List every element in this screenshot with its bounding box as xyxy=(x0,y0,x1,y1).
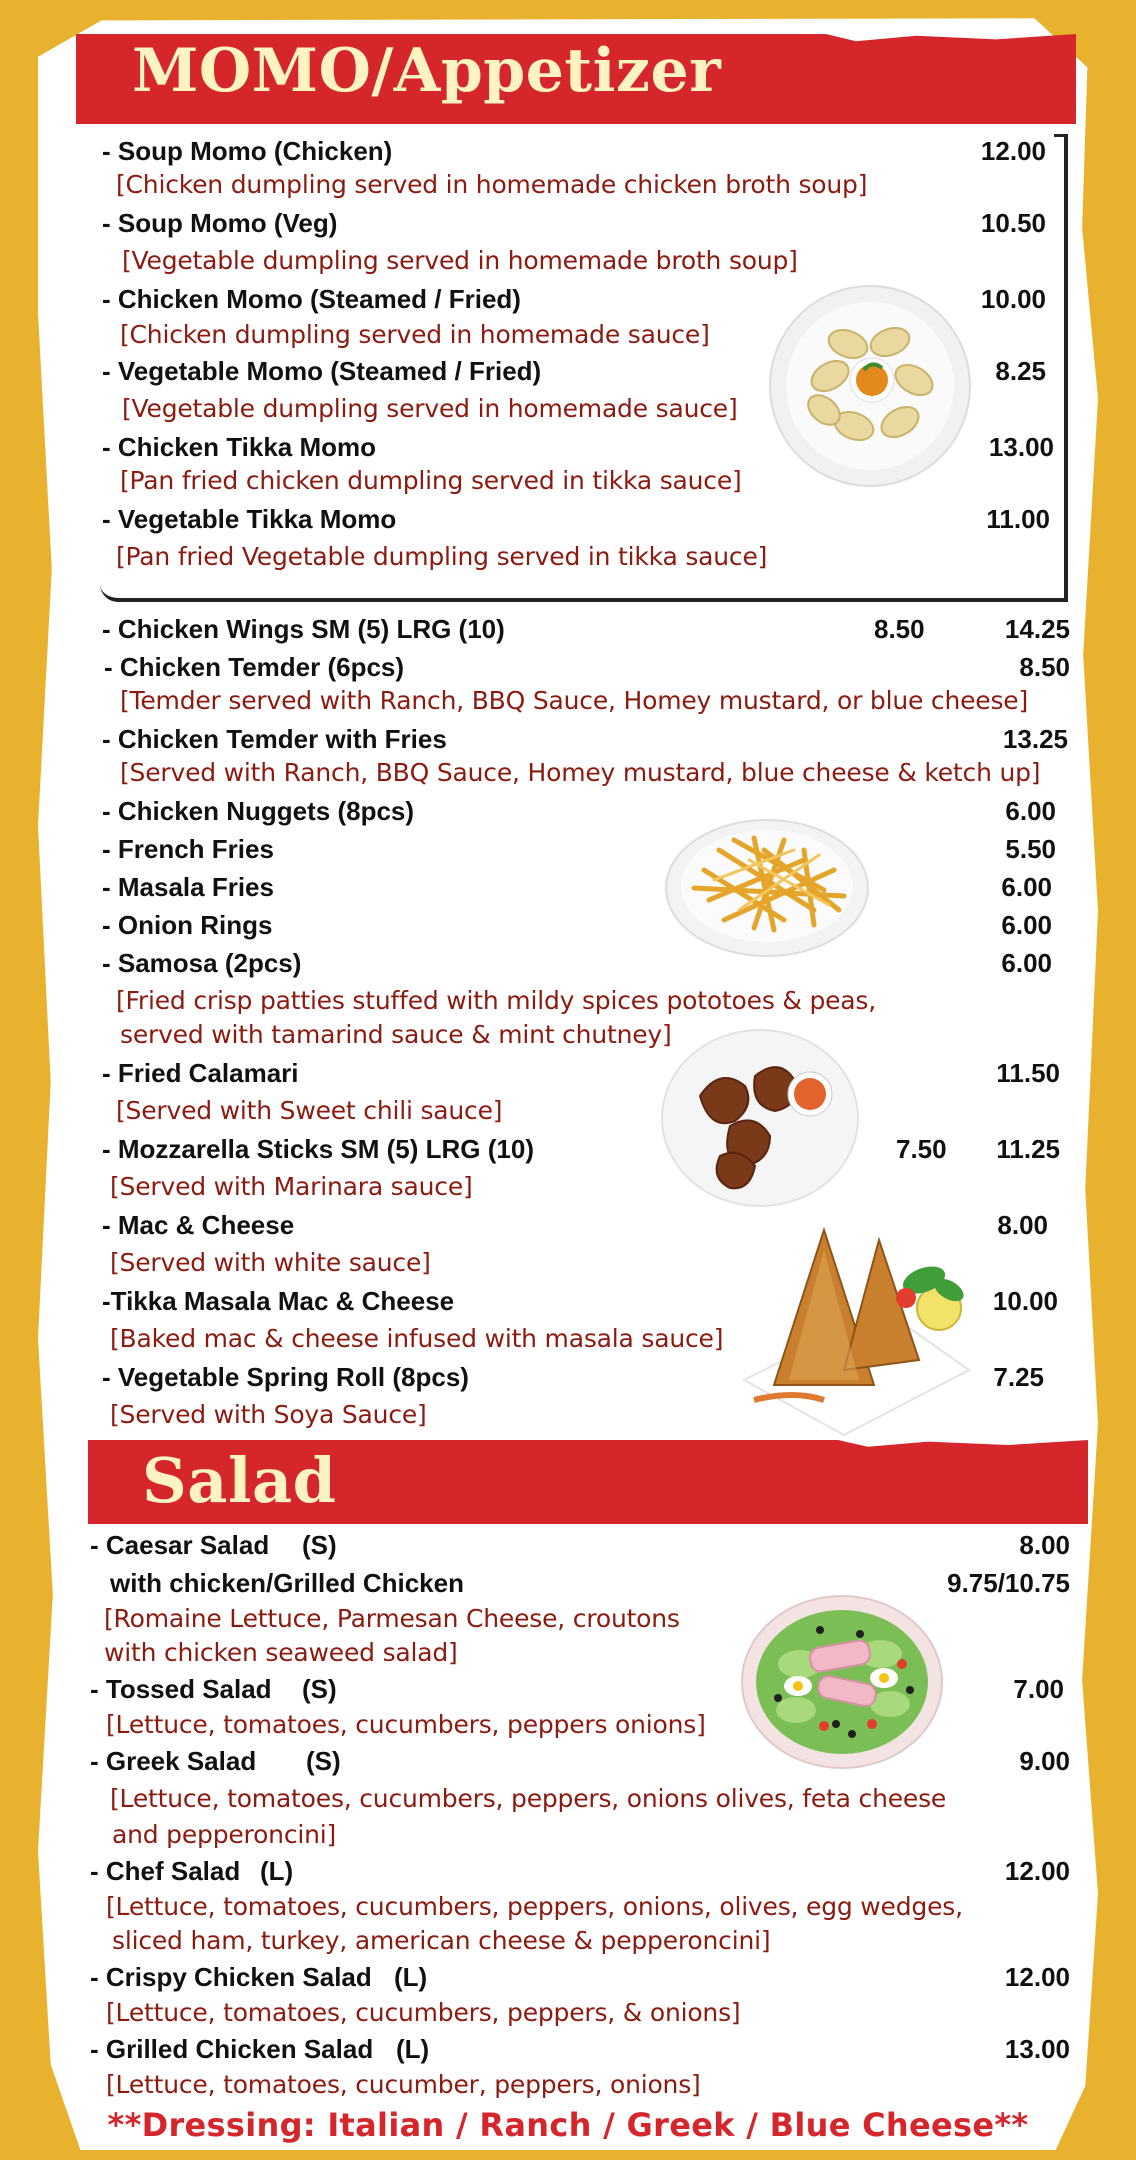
item-size: (S) xyxy=(306,1746,341,1776)
item-description: [Romaine Lettuce, Parmesan Cheese, croutons xyxy=(104,1604,680,1633)
item-price: 10.00 xyxy=(980,284,1046,314)
item-name: - Soup Momo (Veg) xyxy=(102,208,338,238)
item-price: 5.50 xyxy=(1005,834,1056,864)
item-size: (L) xyxy=(396,2034,430,2064)
item-price: 12.00 xyxy=(1004,1856,1070,1886)
item-name: - Chicken Temder (6pcs) xyxy=(104,652,405,682)
item-price: 10.50 xyxy=(980,208,1046,238)
french-fries-plate-image xyxy=(664,810,870,960)
dressing-note: **Dressing: Italian / Ranch / Greek / Blue Cheese** xyxy=(107,2106,1029,2144)
item-price: 7.25 xyxy=(993,1362,1044,1392)
item-description: [Served with Sweet chili sauce] xyxy=(116,1096,503,1125)
item-description: [Pan fried chicken dumpling served in tikka sauce] xyxy=(120,466,742,495)
item-size: (L) xyxy=(394,1962,428,1992)
item-name: - Soup Momo (Chicken) xyxy=(102,136,393,166)
item-description: [Vegetable dumpling served in homemade sauce] xyxy=(122,394,738,423)
item-description: with chicken seaweed salad] xyxy=(104,1638,458,1667)
item-price: 6.00 xyxy=(1001,910,1052,940)
item-size: (S) xyxy=(302,1530,337,1560)
item-description: [Pan fried Vegetable dumpling served in tikka sauce] xyxy=(116,542,768,571)
item-description: [Chicken dumpling served in homemade chicken broth soup] xyxy=(116,170,868,199)
item-description: [Lettuce, tomatoes, cucumber, peppers, onions] xyxy=(106,2070,701,2099)
item-name: - Chicken Momo (Steamed / Fried) xyxy=(102,284,521,314)
item-price: 8.00 xyxy=(997,1210,1048,1240)
item-name: - Mac & Cheese xyxy=(102,1210,295,1240)
item-description: [Lettuce, tomatoes, cucumbers, peppers onions] xyxy=(106,1710,706,1739)
item-name: - Crispy Chicken Salad xyxy=(90,1962,372,1992)
item-price: 13.25 xyxy=(1002,724,1068,754)
item-description: and pepperoncini] xyxy=(112,1820,337,1849)
item-price: 11.00 xyxy=(986,504,1050,534)
item-description: [Served with Soya Sauce] xyxy=(110,1400,427,1429)
item-description: [Served with Ranch, BBQ Sauce, Homey mustard, blue cheese & ketch up] xyxy=(120,758,1041,787)
item-price: 6.00 xyxy=(1001,872,1052,902)
item-name: - Onion Rings xyxy=(102,910,273,940)
item-name: - Chicken Wings SM (5) LRG (10) xyxy=(102,614,505,644)
item-name: with chicken/Grilled Chicken xyxy=(110,1568,464,1598)
item-size: (S) xyxy=(302,1674,337,1704)
item-description: [Lettuce, tomatoes, cucumbers, peppers, onions olives, feta cheese xyxy=(110,1784,947,1813)
item-description: [Vegetable dumpling served in homemade broth soup] xyxy=(122,246,798,275)
item-name: - French Fries xyxy=(102,834,274,864)
item-name: -Tikka Masala Mac & Cheese xyxy=(102,1286,455,1316)
item-description: [Temder served with Ranch, BBQ Sauce, Homey mustard, or blue cheese] xyxy=(120,686,1029,715)
item-name: - Masala Fries xyxy=(102,872,274,902)
item-name: - Vegetable Tikka Momo xyxy=(102,504,397,534)
item-name: - Vegetable Momo (Steamed / Fried) xyxy=(102,356,542,386)
momo-plate-image xyxy=(768,284,972,488)
item-name: - Grilled Chicken Salad xyxy=(90,2034,374,2064)
item-price: 12.00 xyxy=(980,136,1046,166)
item-name: - Vegetable Spring Roll (8pcs) xyxy=(102,1362,469,1392)
item-description: [Served with white sauce] xyxy=(110,1248,431,1277)
item-description: [Lettuce, tomatoes, cucumbers, peppers, onions, olives, egg wedges, xyxy=(106,1892,963,1921)
samosa-plate-image xyxy=(734,1220,974,1438)
item-price: 10.00 xyxy=(992,1286,1058,1316)
item-name: - Greek Salad xyxy=(90,1746,257,1776)
item-name: - Mozzarella Sticks SM (5) LRG (10) xyxy=(102,1134,534,1164)
momo-section-title: MOMO/Appetizer xyxy=(132,36,722,106)
item-price-small: 7.50 xyxy=(896,1134,947,1164)
item-price: 8.00 xyxy=(1019,1530,1070,1560)
item-description: [Served with Marinara sauce] xyxy=(110,1172,473,1201)
item-name: - Tossed Salad xyxy=(90,1674,272,1704)
item-price: 6.00 xyxy=(1001,948,1052,978)
item-price: 13.00 xyxy=(988,432,1054,462)
item-price: 12.00 xyxy=(1004,1962,1070,1992)
item-name: - Samosa (2pcs) xyxy=(102,948,302,978)
item-description: [Fried crisp patties stuffed with mildy spices pototoes & peas, xyxy=(116,986,876,1015)
item-price-small: 8.50 xyxy=(874,614,925,644)
item-price: 8.50 xyxy=(1019,652,1070,682)
item-description: served with tamarind sauce & mint chutney] xyxy=(120,1020,672,1049)
item-price: 11.50 xyxy=(996,1058,1060,1088)
item-price: 8.25 xyxy=(995,356,1046,386)
salad-plate-image xyxy=(740,1594,944,1770)
salad-section-title: Salad xyxy=(142,1444,337,1517)
item-name: - Chef Salad xyxy=(90,1856,241,1886)
item-description: [Chicken dumpling served in homemade sauce] xyxy=(120,320,710,349)
item-price: 6.00 xyxy=(1005,796,1056,826)
item-price: 9.00 xyxy=(1019,1746,1070,1776)
item-description: [Baked mac & cheese infused with masala sauce] xyxy=(110,1324,724,1353)
item-name: - Caesar Salad xyxy=(90,1530,270,1560)
item-price: 7.00 xyxy=(1013,1674,1064,1704)
item-price: 13.00 xyxy=(1004,2034,1070,2064)
item-price: 9.75/10.75 xyxy=(947,1568,1070,1598)
item-name: - Fried Calamari xyxy=(102,1058,299,1088)
item-name: - Chicken Tikka Momo xyxy=(102,432,377,462)
item-price-large: 11.25 xyxy=(996,1134,1060,1164)
chicken-wings-plate-image xyxy=(660,1026,860,1208)
item-name: - Chicken Temder with Fries xyxy=(102,724,447,754)
item-size: (L) xyxy=(260,1856,294,1886)
item-description: [Lettuce, tomatoes, cucumbers, peppers, & onions] xyxy=(106,1998,741,2027)
item-price-large: 14.25 xyxy=(1004,614,1070,644)
item-name: - Chicken Nuggets (8pcs) xyxy=(102,796,415,826)
item-description: sliced ham, turkey, american cheese & pepperoncini] xyxy=(112,1926,771,1955)
